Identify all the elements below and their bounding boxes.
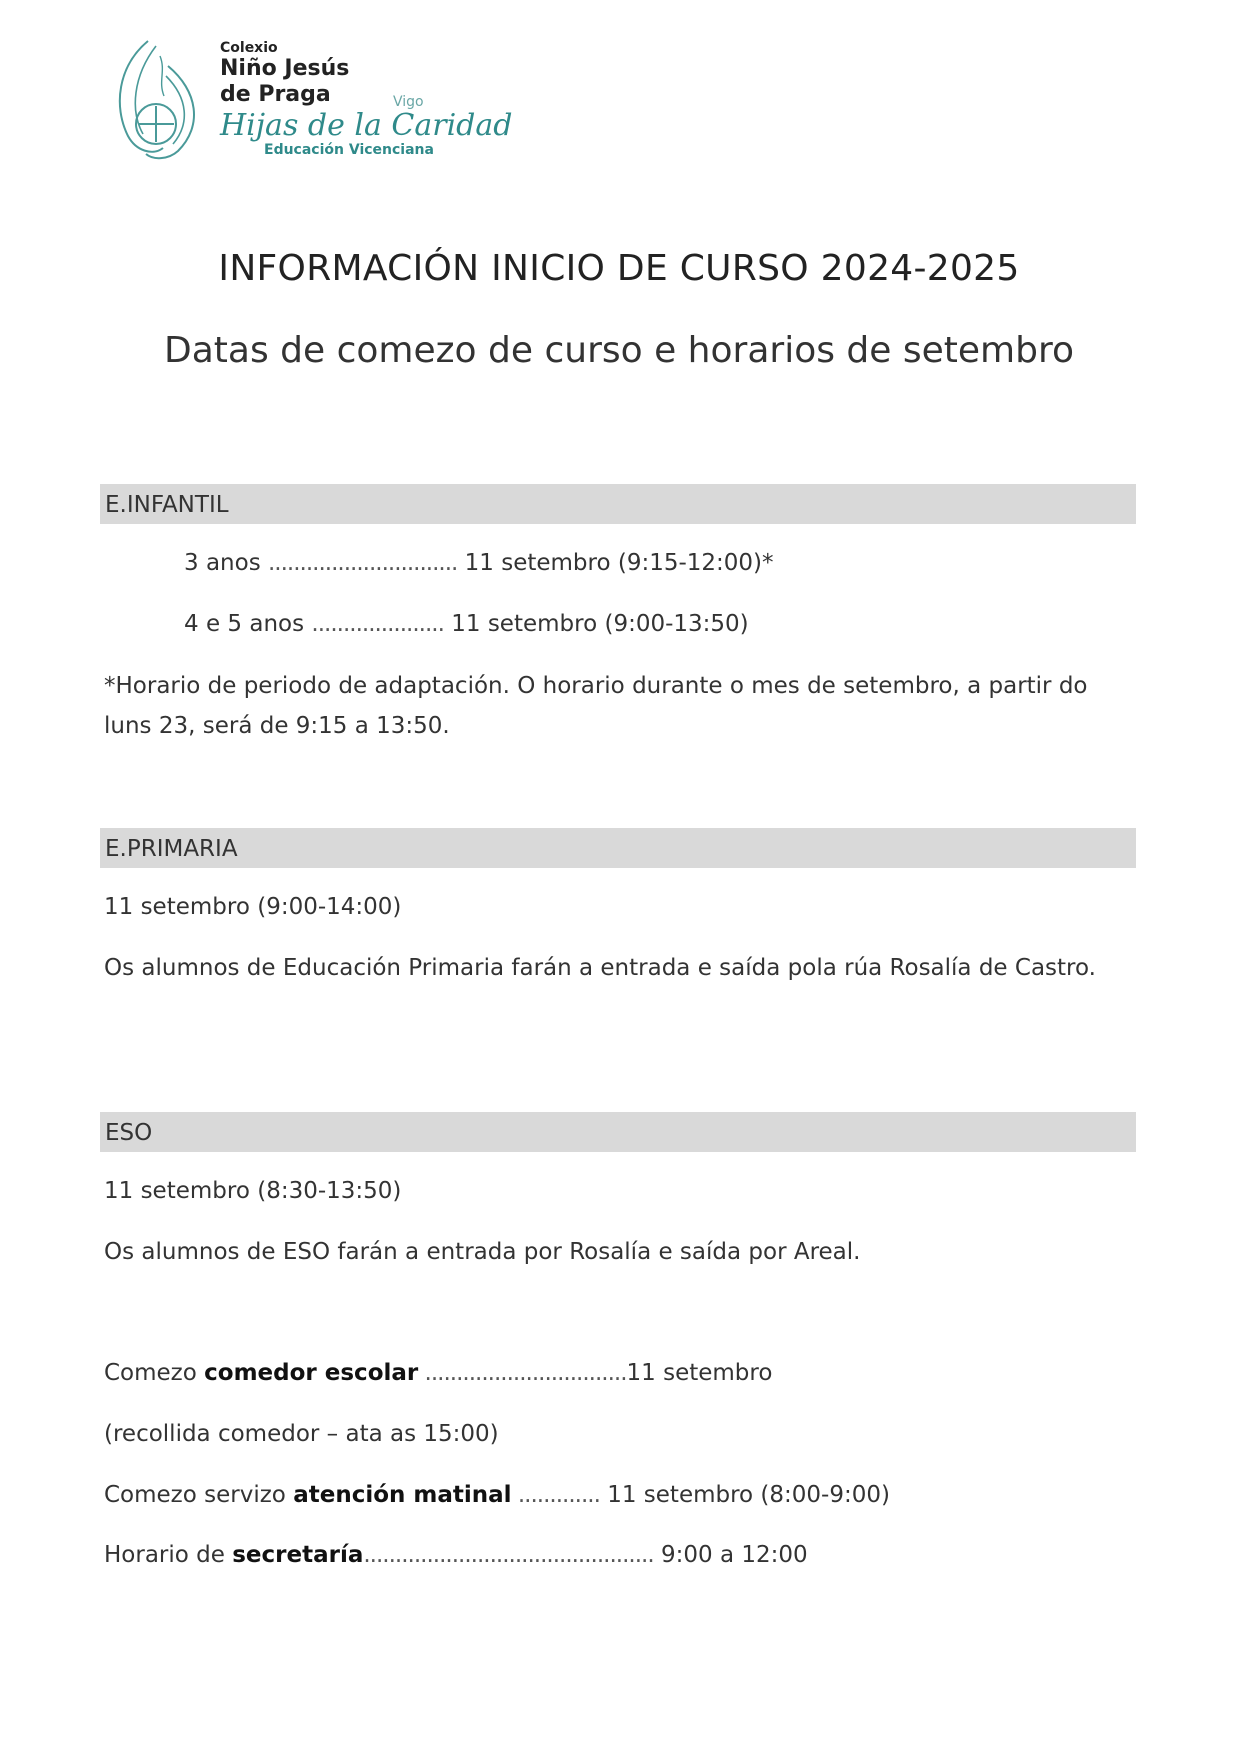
comedor-dots: ................................: [418, 1360, 627, 1386]
comedor-value: 11 setembro: [626, 1360, 773, 1386]
row-label: 3 anos: [184, 550, 261, 576]
matinal-prefix: Comezo servizo: [104, 1482, 294, 1508]
secretaria-line: [104, 1542, 808, 1568]
page-subtitle: Datas de comezo de curso e horarios de setembro: [164, 330, 1074, 371]
section-heading-primaria: [100, 828, 1136, 868]
section-heading-label: E.PRIMARIA: [105, 836, 238, 862]
school-logo: [108, 36, 513, 166]
eso-date: 11 setembro (8:30-13:50): [104, 1178, 402, 1204]
row-dots: .....................: [311, 611, 444, 637]
primaria-note: Os alumnos de Educación Primaria farán a entrada e saída pola rúa Rosalía de Castro.: [104, 955, 1096, 981]
logo-school-name: [220, 56, 349, 108]
matinal-bold: atención matinal: [293, 1482, 512, 1508]
comedor-bold: comedor escolar: [204, 1360, 419, 1386]
matinal-line: [104, 1482, 890, 1508]
infantil-note: *Horario de periodo de adaptación. O horario durante o mes de setembro, a partir do luns 23, será de 9:15 a 13:50.: [104, 673, 1088, 739]
logo-order: Hijas de la Caridad: [220, 108, 513, 143]
row-dots: ..............................: [267, 550, 458, 576]
matinal-dots: .............: [511, 1482, 600, 1508]
infantil-row-4-5-anos: [184, 611, 749, 637]
row-value: 11 setembro (9:15-12:00)*: [464, 550, 774, 576]
section-heading-label: ESO: [105, 1120, 153, 1146]
matinal-value: 11 setembro (8:00-9:00): [599, 1482, 890, 1508]
infantil-row-3-anos: [184, 550, 774, 576]
logo-school-line1: Niño Jesús: [220, 56, 350, 81]
logo-colexio: Colexio: [220, 40, 278, 56]
secretaria-dots: ..............................................: [363, 1542, 654, 1568]
logo-school-line2: de Praga: [220, 82, 331, 107]
secretaria-prefix: Horario de: [104, 1542, 233, 1568]
recollida-line: (recollida comedor – ata as 15:00): [104, 1421, 499, 1447]
section-heading-infantil: [100, 484, 1136, 524]
secretaria-bold: secretaría: [232, 1542, 364, 1568]
logo-tagline: Educación Vicenciana: [264, 142, 434, 158]
school-emblem-icon: [108, 36, 218, 166]
section-heading-eso: [100, 1112, 1136, 1152]
page-title: INFORMACIÓN INICIO DE CURSO 2024-2025: [218, 248, 1020, 289]
eso-note: Os alumnos de ESO farán a entrada por Rosalía e saída por Areal.: [104, 1239, 861, 1265]
logo-city: Vigo: [393, 94, 424, 110]
row-value: 11 setembro (9:00-13:50): [451, 611, 749, 637]
primaria-date: 11 setembro (9:00-14:00): [104, 894, 402, 920]
secretaria-value: 9:00 a 12:00: [653, 1542, 808, 1568]
section-heading-label: E.INFANTIL: [105, 492, 229, 518]
comedor-prefix: Comezo: [104, 1360, 205, 1386]
comedor-line: [104, 1360, 772, 1386]
row-label: 4 e 5 anos: [184, 611, 305, 637]
